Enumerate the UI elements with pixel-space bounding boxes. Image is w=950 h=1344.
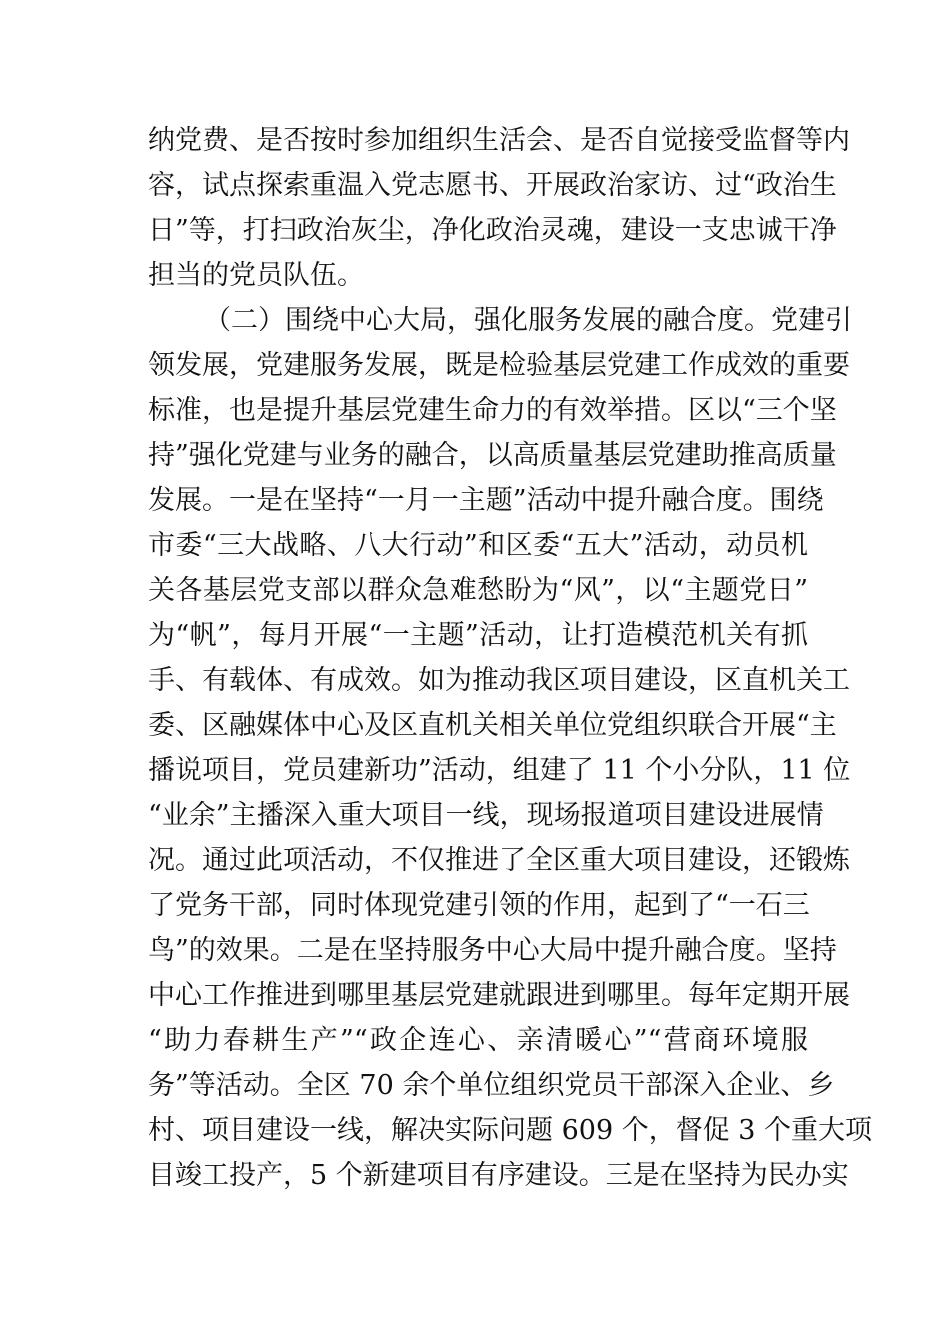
text-line: 况。通过此项活动，不仅推进了全区重大项目建设，还锻炼 xyxy=(148,845,850,876)
text-line: 务”等活动。全区 70 余个单位组织党员干部深入企业、乡 xyxy=(148,1070,835,1101)
paragraph-1 xyxy=(148,118,850,298)
text-line: 委、区融媒体中心及区直机关相关单位党组织联合开展“主 xyxy=(148,710,837,741)
text-line: 村、项目建设一线，解决实际问题 609 个，督促 3 个重大项 xyxy=(148,1115,873,1146)
text-line: 为“帆”，每月开展“一主题”活动，让打造模范机关有抓 xyxy=(148,620,808,651)
text-line: 日”等，打扫政治灰尘，净化政治灵魂，建设一支忠诚干净 xyxy=(148,215,837,246)
text-line: 鸟”的效果。二是在坚持服务中心大局中提升融合度。坚持 xyxy=(148,935,837,966)
text-line: 担当的党员队伍。 xyxy=(148,260,364,291)
text-line: 发展。一是在坚持“一月一主题”活动中提升融合度。围绕 xyxy=(148,485,824,516)
text-line: 播说项目，党员建新功”活动，组建了 11 个小分队，11 位 xyxy=(148,755,851,786)
text-line: 领发展，党建服务发展，既是检验基层党建工作成效的重要 xyxy=(148,350,850,381)
text-line: 持”强化党建与业务的融合，以高质量基层党建助推高质量 xyxy=(148,440,837,471)
text-line: （二）围绕中心大局，强化服务发展的融合度。党建引 xyxy=(204,305,852,336)
text-line: 了党务干部，同时体现党建引领的作用，起到了“一石三 xyxy=(148,890,810,921)
document-body xyxy=(148,118,873,1198)
text-line: 关各基层党支部以群众急难愁盼为“风”，以“主题党日” xyxy=(148,575,808,606)
text-line: 容，试点探索重温入党志愿书、开展政治家访、过“政治生 xyxy=(148,170,837,201)
paragraph-2 xyxy=(148,298,873,1198)
text-line: “助力春耕生产”“政企连心、亲清暖心”“营商环境服 xyxy=(148,1025,808,1056)
text-line: 市委“三大战略、八大行动”和区委“五大”活动，动员机 xyxy=(148,530,808,561)
text-line: 纳党费、是否按时参加组织生活会、是否自觉接受监督等内 xyxy=(148,125,850,156)
text-line: “业余”主播深入重大项目一线，现场报道项目建设进展情 xyxy=(148,800,824,831)
text-line: 标准，也是提升基层党建生命力的有效举措。区以“三个坚 xyxy=(148,395,837,426)
text-line: 中心工作推进到哪里基层党建就跟进到哪里。每年定期开展 xyxy=(148,980,850,1011)
text-line: 手、有载体、有成效。如为推动我区项目建设，区直机关工 xyxy=(148,665,850,696)
text-line: 目竣工投产，5 个新建项目有序建设。三是在坚持为民办实 xyxy=(148,1160,849,1191)
